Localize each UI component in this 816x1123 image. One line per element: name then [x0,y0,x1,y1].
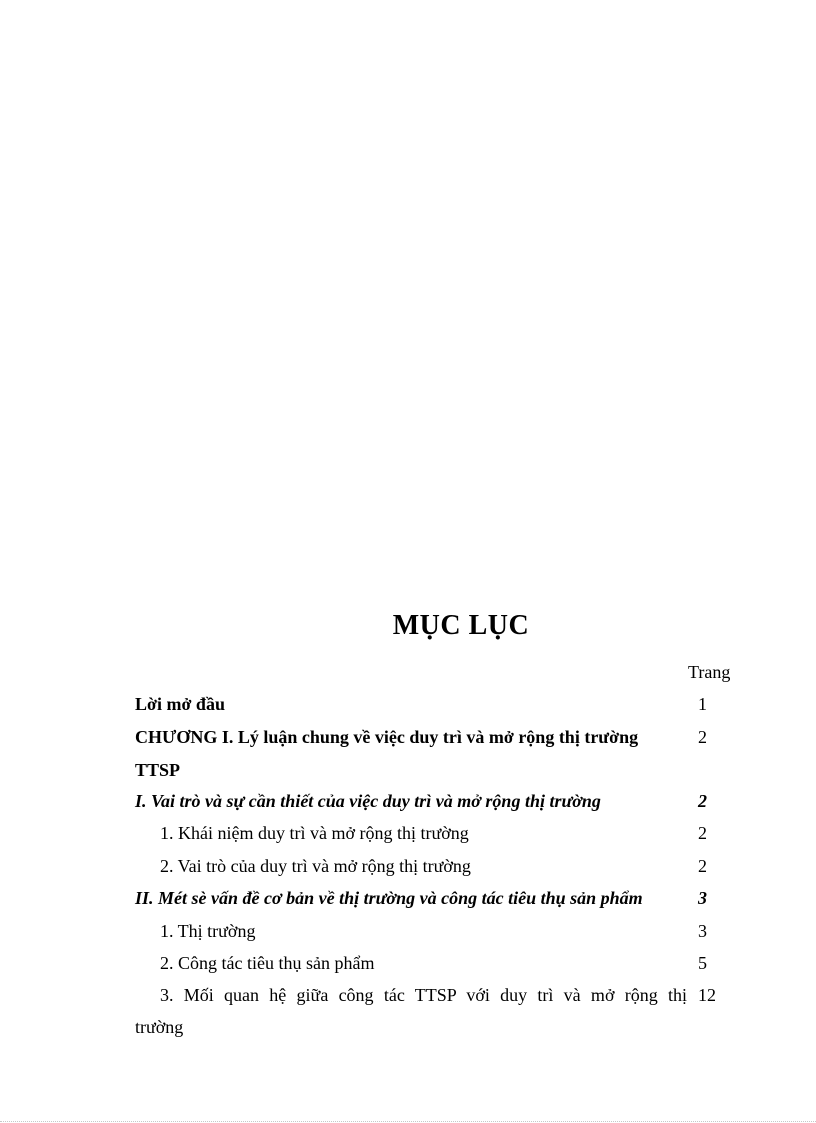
page-title: MỤC LỤC [392,610,530,641]
toc-entry-text: 1. Thị trường [160,921,256,941]
toc-entry-text: 2. Công tác tiêu thụ sản phẩm [160,953,375,973]
toc-entry-text: II. Mét sè vấn đề cơ bản về thị trường và công tác tiêu thụ sản phẩm [135,888,643,908]
toc-page-number: 2 [698,823,707,843]
toc-page-number: 5 [698,953,707,973]
toc-page-number: 2 [698,856,707,876]
toc-entry-text: 2. Vai trò của duy trì và mở rộng thị trường [160,856,471,876]
toc-entry-text: 3. Mối quan hệ giữa công tác TTSP với duy trì và mở rộng thị [160,985,687,1005]
toc-page-number: 2 [698,791,707,811]
toc-page-number: 12 [698,985,716,1005]
toc-entry-text-continuation: TTSP [135,760,181,780]
toc-entry-text-continuation: trường [135,1017,184,1037]
toc-page-number: 2 [698,727,707,747]
toc-entry-text: 1. Khái niệm duy trì và mở rộng thị trường [160,823,469,843]
toc-entry-text: Lời mở đầu [135,694,225,714]
toc-entry-text: I. Vai trò và sự cần thiết của việc duy trì và mở rộng thị trường [135,791,601,811]
toc-page-number: 1 [698,694,707,714]
toc-entry-text: CHƯƠNG I. Lý luận chung về việc duy trì và mở rộng thị trường [135,727,639,747]
page-bottom-rule [0,1121,816,1122]
toc-page-number: 3 [698,888,707,908]
page-column-header: Trang [688,662,731,682]
toc-page-number: 3 [698,921,707,941]
